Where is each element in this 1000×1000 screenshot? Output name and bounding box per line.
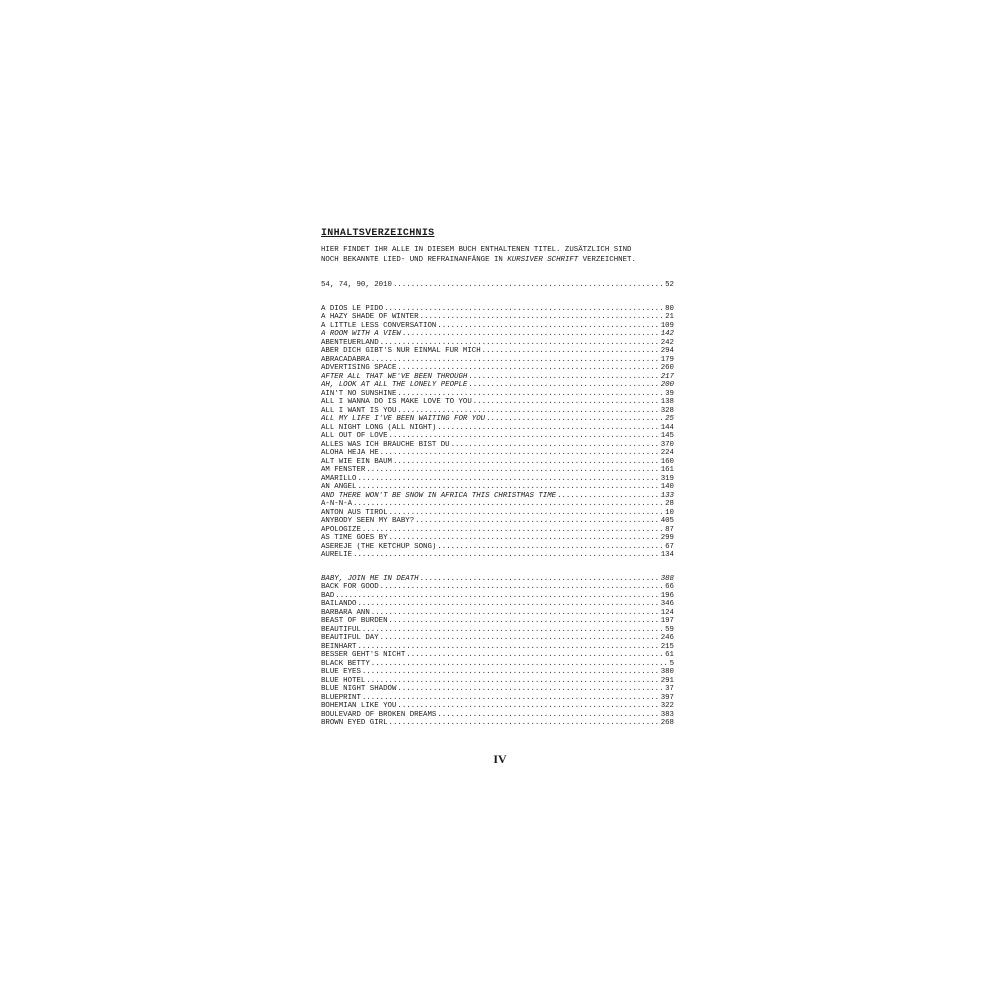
dot-leader bbox=[406, 651, 664, 660]
entry-title: AS TIME GOES BY bbox=[321, 534, 388, 542]
toc-entry bbox=[321, 390, 674, 399]
dot-leader bbox=[437, 711, 659, 720]
entry-title: BOHEMIAN LIKE YOU bbox=[321, 702, 397, 710]
dot-leader bbox=[389, 719, 660, 728]
entry-page-number: 59 bbox=[665, 625, 674, 634]
dot-leader bbox=[389, 617, 660, 626]
entry-title: ADVERTISING SPACE bbox=[321, 364, 397, 372]
intro-line-1: HIER FINDET IHR ALLE IN DIESEM BUCH ENTHALTENEN TITEL. ZUSÄTZLICH SIND bbox=[321, 246, 632, 254]
entry-page-number: 5 bbox=[669, 659, 674, 668]
dot-leader bbox=[482, 347, 660, 356]
dot-leader bbox=[397, 390, 664, 399]
toc-entry bbox=[321, 626, 674, 635]
toc-entry bbox=[321, 677, 674, 686]
intro-line-2-end: VERZEICHNET. bbox=[578, 255, 636, 264]
entry-title: A ROOM WITH A VIEW bbox=[321, 330, 401, 338]
toc-entry bbox=[321, 339, 674, 348]
entry-page-number: 21 bbox=[665, 313, 674, 321]
intro-italic-phrase: KURSIVER SCHRIFT bbox=[507, 255, 579, 264]
entry-page-number: 134 bbox=[660, 551, 674, 559]
dot-leader bbox=[451, 441, 660, 450]
entry-page-number: 328 bbox=[660, 406, 674, 415]
entry-page-number: 294 bbox=[660, 347, 674, 355]
dot-leader bbox=[397, 685, 664, 694]
toc-entry bbox=[321, 509, 674, 518]
entry-page-number: 144 bbox=[660, 423, 674, 432]
entry-page-number: 87 bbox=[665, 525, 674, 534]
entry-title: ALT WIE EIN BAUM bbox=[321, 457, 392, 466]
dot-leader bbox=[362, 626, 664, 635]
entry-page-number: 388 bbox=[660, 574, 674, 583]
entry-title: BLUE EYES bbox=[321, 668, 361, 676]
entry-title: BLUE HOTEL bbox=[321, 676, 366, 685]
entry-title: AH, LOOK AT ALL THE LONELY PEOPLE bbox=[321, 381, 468, 389]
entry-page-number: 380 bbox=[660, 668, 674, 676]
dot-leader bbox=[420, 313, 665, 322]
entry-title: BEAUTIFUL DAY bbox=[321, 634, 379, 642]
entry-title: AMARILLO bbox=[321, 474, 357, 483]
entry-title: BLUE NIGHT SHADOW bbox=[321, 685, 397, 693]
entry-page-number: 299 bbox=[660, 534, 674, 542]
entry-title: BARBARA ANN bbox=[321, 608, 370, 617]
entry-title: AN ANGEL bbox=[321, 483, 357, 491]
dot-leader bbox=[357, 475, 659, 484]
entry-title: AURÉLIE bbox=[321, 551, 353, 559]
entry-title: BEAST OF BURDEN bbox=[321, 617, 388, 625]
dot-leader bbox=[353, 551, 660, 560]
dot-leader bbox=[353, 500, 664, 509]
dot-leader bbox=[397, 407, 659, 416]
toc-entry bbox=[321, 711, 674, 720]
entry-page-number: 291 bbox=[660, 676, 674, 685]
toc-entry bbox=[321, 668, 674, 677]
toc-entry bbox=[321, 643, 674, 652]
toc-entry bbox=[321, 694, 674, 703]
dot-leader bbox=[389, 432, 660, 441]
entry-title: ABENTEUERLAND bbox=[321, 338, 379, 347]
entry-title: ALLES WAS ICH BRAUCHE BIST DU bbox=[321, 440, 450, 449]
entry-title: ASEREJÉ (THE KETCHUP SONG) bbox=[321, 542, 437, 551]
toc-entry bbox=[321, 526, 674, 535]
dot-leader bbox=[389, 509, 665, 518]
intro-line-2-start: NOCH BEKANNTE LIED- UND REFRAINANFÄNGE IN bbox=[321, 255, 508, 264]
entry-page-number: 383 bbox=[660, 710, 674, 719]
toc-entry bbox=[321, 441, 674, 450]
entry-page-number: 52 bbox=[665, 281, 674, 289]
toc-entry bbox=[321, 305, 674, 314]
entry-title: ALL I WANT IS YOU bbox=[321, 406, 397, 415]
entry-title: BAILANDO bbox=[321, 600, 357, 608]
entry-page-number: 160 bbox=[660, 457, 674, 466]
entry-title: ALL MY LIFE I'VE BEEN WAITING FOR YOU bbox=[321, 415, 486, 423]
dot-leader bbox=[335, 592, 659, 601]
entry-page-number: 10 bbox=[665, 508, 674, 517]
entry-title: AM FENSTER bbox=[321, 466, 366, 474]
toc-entry bbox=[321, 492, 674, 501]
entry-page-number: 161 bbox=[660, 466, 674, 474]
toc-entry bbox=[321, 719, 674, 728]
toc-entry bbox=[321, 449, 674, 458]
dot-leader bbox=[420, 575, 660, 584]
toc-entry bbox=[321, 617, 674, 626]
toc-entry bbox=[321, 543, 674, 552]
entry-title: BOULEVARD OF BROKEN DREAMS bbox=[321, 710, 437, 719]
entry-title: AIN'T NO SUNSHINE bbox=[321, 389, 397, 398]
dot-leader bbox=[389, 534, 660, 543]
dot-leader bbox=[473, 398, 660, 407]
dot-leader bbox=[380, 634, 660, 643]
entry-title: BESSER GEHT'S NICHT bbox=[321, 651, 406, 659]
entry-title: A-N-N-A bbox=[321, 500, 353, 508]
page-number: IV bbox=[493, 752, 507, 766]
toc-entry bbox=[321, 458, 674, 467]
entry-page-number: 217 bbox=[660, 372, 674, 381]
dot-leader bbox=[371, 356, 660, 365]
entry-page-number: 246 bbox=[660, 634, 674, 642]
toc-entry bbox=[321, 424, 674, 433]
dot-leader bbox=[468, 381, 659, 390]
toc-entry bbox=[321, 356, 674, 365]
dot-leader bbox=[371, 660, 669, 669]
toc-section-b bbox=[321, 575, 674, 728]
dot-leader bbox=[380, 449, 660, 458]
entry-title: A LITTLE LESS CONVERSATION bbox=[321, 321, 437, 330]
dot-leader bbox=[362, 694, 660, 703]
entry-page-number: 215 bbox=[660, 642, 674, 651]
dot-leader bbox=[397, 364, 659, 373]
entry-title: BROWN EYED GIRL bbox=[321, 719, 388, 727]
table-of-contents-page bbox=[321, 227, 674, 728]
toc-entry bbox=[321, 600, 674, 609]
entry-title: A HAZY SHADE OF WINTER bbox=[321, 313, 419, 321]
dot-leader bbox=[371, 609, 660, 618]
intro-text bbox=[321, 246, 674, 265]
dot-leader bbox=[393, 458, 660, 467]
entry-title: BEINHART bbox=[321, 642, 357, 651]
entry-page-number: 242 bbox=[660, 338, 674, 347]
entry-page-number: 179 bbox=[660, 355, 674, 364]
toc-section-numbers bbox=[321, 281, 674, 290]
dot-leader bbox=[380, 339, 660, 348]
dot-leader bbox=[468, 373, 659, 382]
toc-entry bbox=[321, 313, 674, 322]
dot-leader bbox=[393, 281, 664, 290]
dot-leader bbox=[366, 466, 659, 475]
entry-page-number: 319 bbox=[660, 474, 674, 483]
entry-page-number: 25 bbox=[665, 415, 674, 423]
entry-page-number: 138 bbox=[660, 398, 674, 406]
dot-leader bbox=[357, 600, 659, 609]
entry-page-number: 268 bbox=[660, 719, 674, 727]
dot-leader bbox=[415, 517, 660, 526]
entry-page-number: 142 bbox=[660, 330, 674, 338]
toc-entry bbox=[321, 364, 674, 373]
toc-entry bbox=[321, 551, 674, 560]
toc-entry bbox=[321, 407, 674, 416]
toc-entry bbox=[321, 475, 674, 484]
entry-title: BEAUTIFUL bbox=[321, 625, 361, 634]
entry-title: AND THERE WON'T BE SNOW IN AFRICA THIS CHRISTMAS TIME bbox=[321, 491, 557, 500]
entry-page-number: 405 bbox=[660, 517, 674, 525]
toc-entry bbox=[321, 415, 674, 424]
dot-leader bbox=[437, 322, 659, 331]
entry-title: ALOHA HEJA HE bbox=[321, 449, 379, 457]
toc-entry bbox=[321, 651, 674, 660]
toc-entry bbox=[321, 381, 674, 390]
toc-entry bbox=[321, 347, 674, 356]
entry-title: ALL I WANNA DO IS MAKE LOVE TO YOU bbox=[321, 398, 472, 406]
entry-title: 54, 74, 90, 2010 bbox=[321, 281, 392, 289]
dot-leader bbox=[384, 305, 664, 314]
dot-leader bbox=[402, 330, 660, 339]
entry-page-number: 140 bbox=[660, 483, 674, 491]
entry-page-number: 196 bbox=[660, 591, 674, 600]
entry-title: AFTER ALL THAT WE'VE BEEN THROUGH bbox=[321, 372, 468, 381]
dot-leader bbox=[357, 483, 659, 492]
entry-page-number: 370 bbox=[660, 440, 674, 449]
entry-page-number: 109 bbox=[660, 321, 674, 330]
entry-title: ABRACADABRA bbox=[321, 355, 370, 364]
entry-page-number: 346 bbox=[660, 600, 674, 608]
toc-entry bbox=[321, 398, 674, 407]
toc-entry bbox=[321, 702, 674, 711]
entry-page-number: 66 bbox=[665, 583, 674, 591]
entry-page-number: 260 bbox=[660, 364, 674, 372]
dot-leader bbox=[437, 424, 659, 433]
entry-page-number: 397 bbox=[660, 693, 674, 702]
entry-title: ALL OUT OF LOVE bbox=[321, 432, 388, 440]
toc-entry bbox=[321, 500, 674, 509]
dot-leader bbox=[366, 677, 659, 686]
entry-page-number: 197 bbox=[660, 617, 674, 625]
entry-title: A DIOS LE PIDO bbox=[321, 304, 384, 313]
toc-entry bbox=[321, 534, 674, 543]
entry-page-number: 200 bbox=[660, 381, 674, 389]
entry-page-number: 224 bbox=[660, 449, 674, 457]
toc-entry bbox=[321, 517, 674, 526]
entry-page-number: 39 bbox=[665, 389, 674, 398]
dot-leader bbox=[397, 702, 659, 711]
intro-line-2 bbox=[321, 256, 674, 266]
toc-entry bbox=[321, 432, 674, 441]
toc-entry bbox=[321, 685, 674, 694]
entry-page-number: 133 bbox=[660, 491, 674, 500]
entry-page-number: 67 bbox=[665, 542, 674, 551]
entry-page-number: 145 bbox=[660, 432, 674, 440]
dot-leader bbox=[357, 643, 659, 652]
toc-entry bbox=[321, 609, 674, 618]
toc-entry bbox=[321, 466, 674, 475]
toc-section-a bbox=[321, 305, 674, 560]
entry-title: ANYBODY SEEN MY BABY? bbox=[321, 517, 415, 525]
dot-leader bbox=[557, 492, 660, 501]
entry-title: ABER DICH GIBT'S NUR EINMAL FÜR MICH bbox=[321, 347, 481, 355]
entry-title: APOLOGIZE bbox=[321, 525, 361, 534]
entry-title: BAD bbox=[321, 591, 335, 600]
entry-title: ANTON AUS TIROL bbox=[321, 508, 388, 517]
toc-entry bbox=[321, 483, 674, 492]
entry-page-number: 28 bbox=[665, 500, 674, 508]
entry-page-number: 80 bbox=[665, 304, 674, 313]
entry-page-number: 322 bbox=[660, 702, 674, 710]
dot-leader bbox=[437, 543, 664, 552]
dot-leader bbox=[486, 415, 664, 424]
toc-entry bbox=[321, 575, 674, 584]
toc-entry bbox=[321, 281, 674, 290]
entry-title: BABY, JOIN ME IN DEATH bbox=[321, 574, 419, 583]
entry-title: BACK FOR GOOD bbox=[321, 583, 379, 591]
toc-entry bbox=[321, 592, 674, 601]
toc-entry bbox=[321, 634, 674, 643]
toc-entry bbox=[321, 330, 674, 339]
page-title: INHALTSVERZEICHNIS bbox=[321, 228, 435, 239]
entry-title: ALL NIGHT LONG (ALL NIGHT) bbox=[321, 423, 437, 432]
toc-entry bbox=[321, 322, 674, 331]
toc-entry bbox=[321, 583, 674, 592]
toc-entry bbox=[321, 660, 674, 669]
entry-title: BLACK BETTY bbox=[321, 659, 370, 668]
entry-page-number: 37 bbox=[665, 685, 674, 693]
entry-page-number: 124 bbox=[660, 608, 674, 617]
entry-page-number: 61 bbox=[665, 651, 674, 659]
toc-entry bbox=[321, 373, 674, 382]
dot-leader bbox=[362, 526, 664, 535]
entry-title: BLUEPRINT bbox=[321, 693, 361, 702]
dot-leader bbox=[362, 668, 660, 677]
dot-leader bbox=[380, 583, 664, 592]
